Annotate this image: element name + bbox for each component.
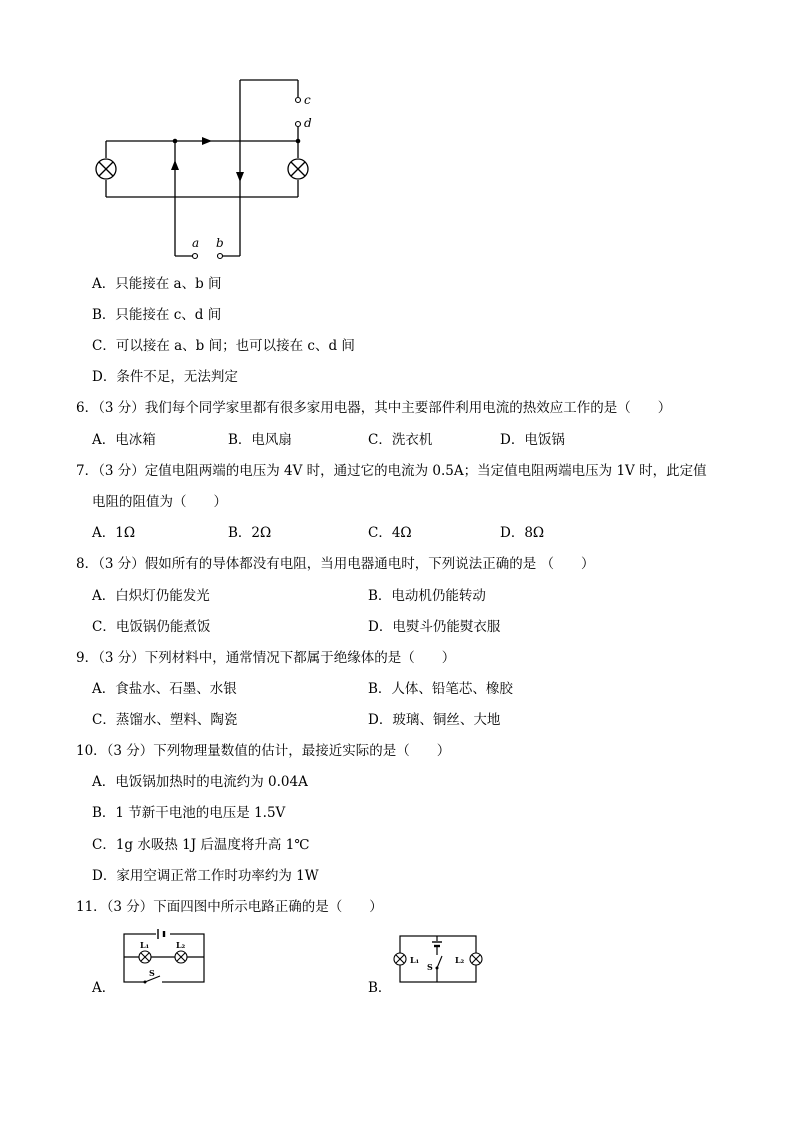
q11b-lamp-1-icon xyxy=(394,953,406,965)
terminal-b-label: b xyxy=(216,236,224,250)
q11-option-a: A． xyxy=(92,980,116,996)
q6-option-b: B．电风扇 xyxy=(228,432,292,448)
q11b-label-l1: L₁ xyxy=(410,955,420,965)
q9-option-c: C．蒸馏水、塑料、陶瓷 xyxy=(92,712,238,728)
q5-option-c: C．可以接在 a、b 间；也可以接在 c、d 间 xyxy=(92,338,355,354)
q6-option-c: C．洗衣机 xyxy=(368,432,433,448)
q8-option-b: B．电动机仍能转动 xyxy=(368,588,486,604)
q8-option-c: C．电饭锅仍能煮饭 xyxy=(92,619,211,635)
q10-stem: 10．（3 分）下列物理量数值的估计，最接近实际的是（ ） xyxy=(76,743,451,759)
q11a-label-l2: L₂ xyxy=(176,940,186,950)
q10-option-d: D．家用空调正常工作时功率约为 1W xyxy=(92,868,319,884)
q10-option-c: C．1g 水吸热 1J 后温度将升高 1℃ xyxy=(92,837,310,853)
q11a-label-s: S xyxy=(149,968,155,978)
q9-option-b: B．人体、铅笔芯、橡胶 xyxy=(368,681,513,697)
q9-option-d: D．玻璃、铜丝、大地 xyxy=(368,712,501,728)
q9-stem: 9．（3 分）下列材料中，通常情况下都属于绝缘体的是（ ） xyxy=(76,650,456,666)
q7-option-b: B．2Ω xyxy=(228,525,272,541)
terminal-c-label: c xyxy=(304,93,311,107)
q9-option-a: A．食盐水、石墨、水银 xyxy=(92,681,237,697)
q11b-lamp-2-icon xyxy=(470,953,482,965)
q8-option-d: D．电熨斗仍能熨衣服 xyxy=(368,619,501,635)
q11b-label-l2: L₂ xyxy=(455,955,465,965)
q7-stem-continued: 电阻的阻值为（ ） xyxy=(92,494,227,510)
q11-option-b: B． xyxy=(368,980,392,996)
q10-option-b: B．1 节新干电池的电压是 1.5V xyxy=(92,805,286,821)
q11a-label-l1: L₁ xyxy=(140,940,150,950)
terminal-a-label: a xyxy=(192,236,200,250)
q5-option-a: A．只能接在 a、b 间 xyxy=(92,276,222,292)
terminal-d-label: d xyxy=(304,116,312,130)
q5-option-d: D．条件不足，无法判定 xyxy=(92,369,238,385)
q7-option-a: A．1Ω xyxy=(92,525,136,541)
q7-stem: 7．（3 分）定值电阻两端的电压为 4V 时，通过它的电流为 0.5A；当定值电阻两端电压为 1V 时，此定值 xyxy=(76,463,707,479)
q10-option-a: A．电饭锅加热时的电流约为 0.04A xyxy=(92,774,308,790)
q11-stem: 11．（3 分）下面四图中所示电路正确的是（ ） xyxy=(76,899,383,915)
q11b-label-s: S xyxy=(427,962,433,972)
q8-option-a: A．白炽灯仍能发光 xyxy=(92,588,210,604)
q7-option-d: D．8Ω xyxy=(500,525,545,541)
q8-stem: 8．（3 分）假如所有的导体都没有电阻，当用电器通电时，下列说法正确的是 （ ） xyxy=(76,556,595,572)
q7-option-c: C．4Ω xyxy=(368,525,412,541)
q6-option-a: A．电冰箱 xyxy=(92,432,156,448)
q5-option-b: B．只能接在 c、d 间 xyxy=(92,307,222,323)
q6-stem: 6．（3 分）我们每个同学家里都有很多家用电器，其中主要部件利用电流的热效应工作的是（ ） xyxy=(76,400,672,416)
q6-option-d: D．电饭锅 xyxy=(500,432,565,448)
